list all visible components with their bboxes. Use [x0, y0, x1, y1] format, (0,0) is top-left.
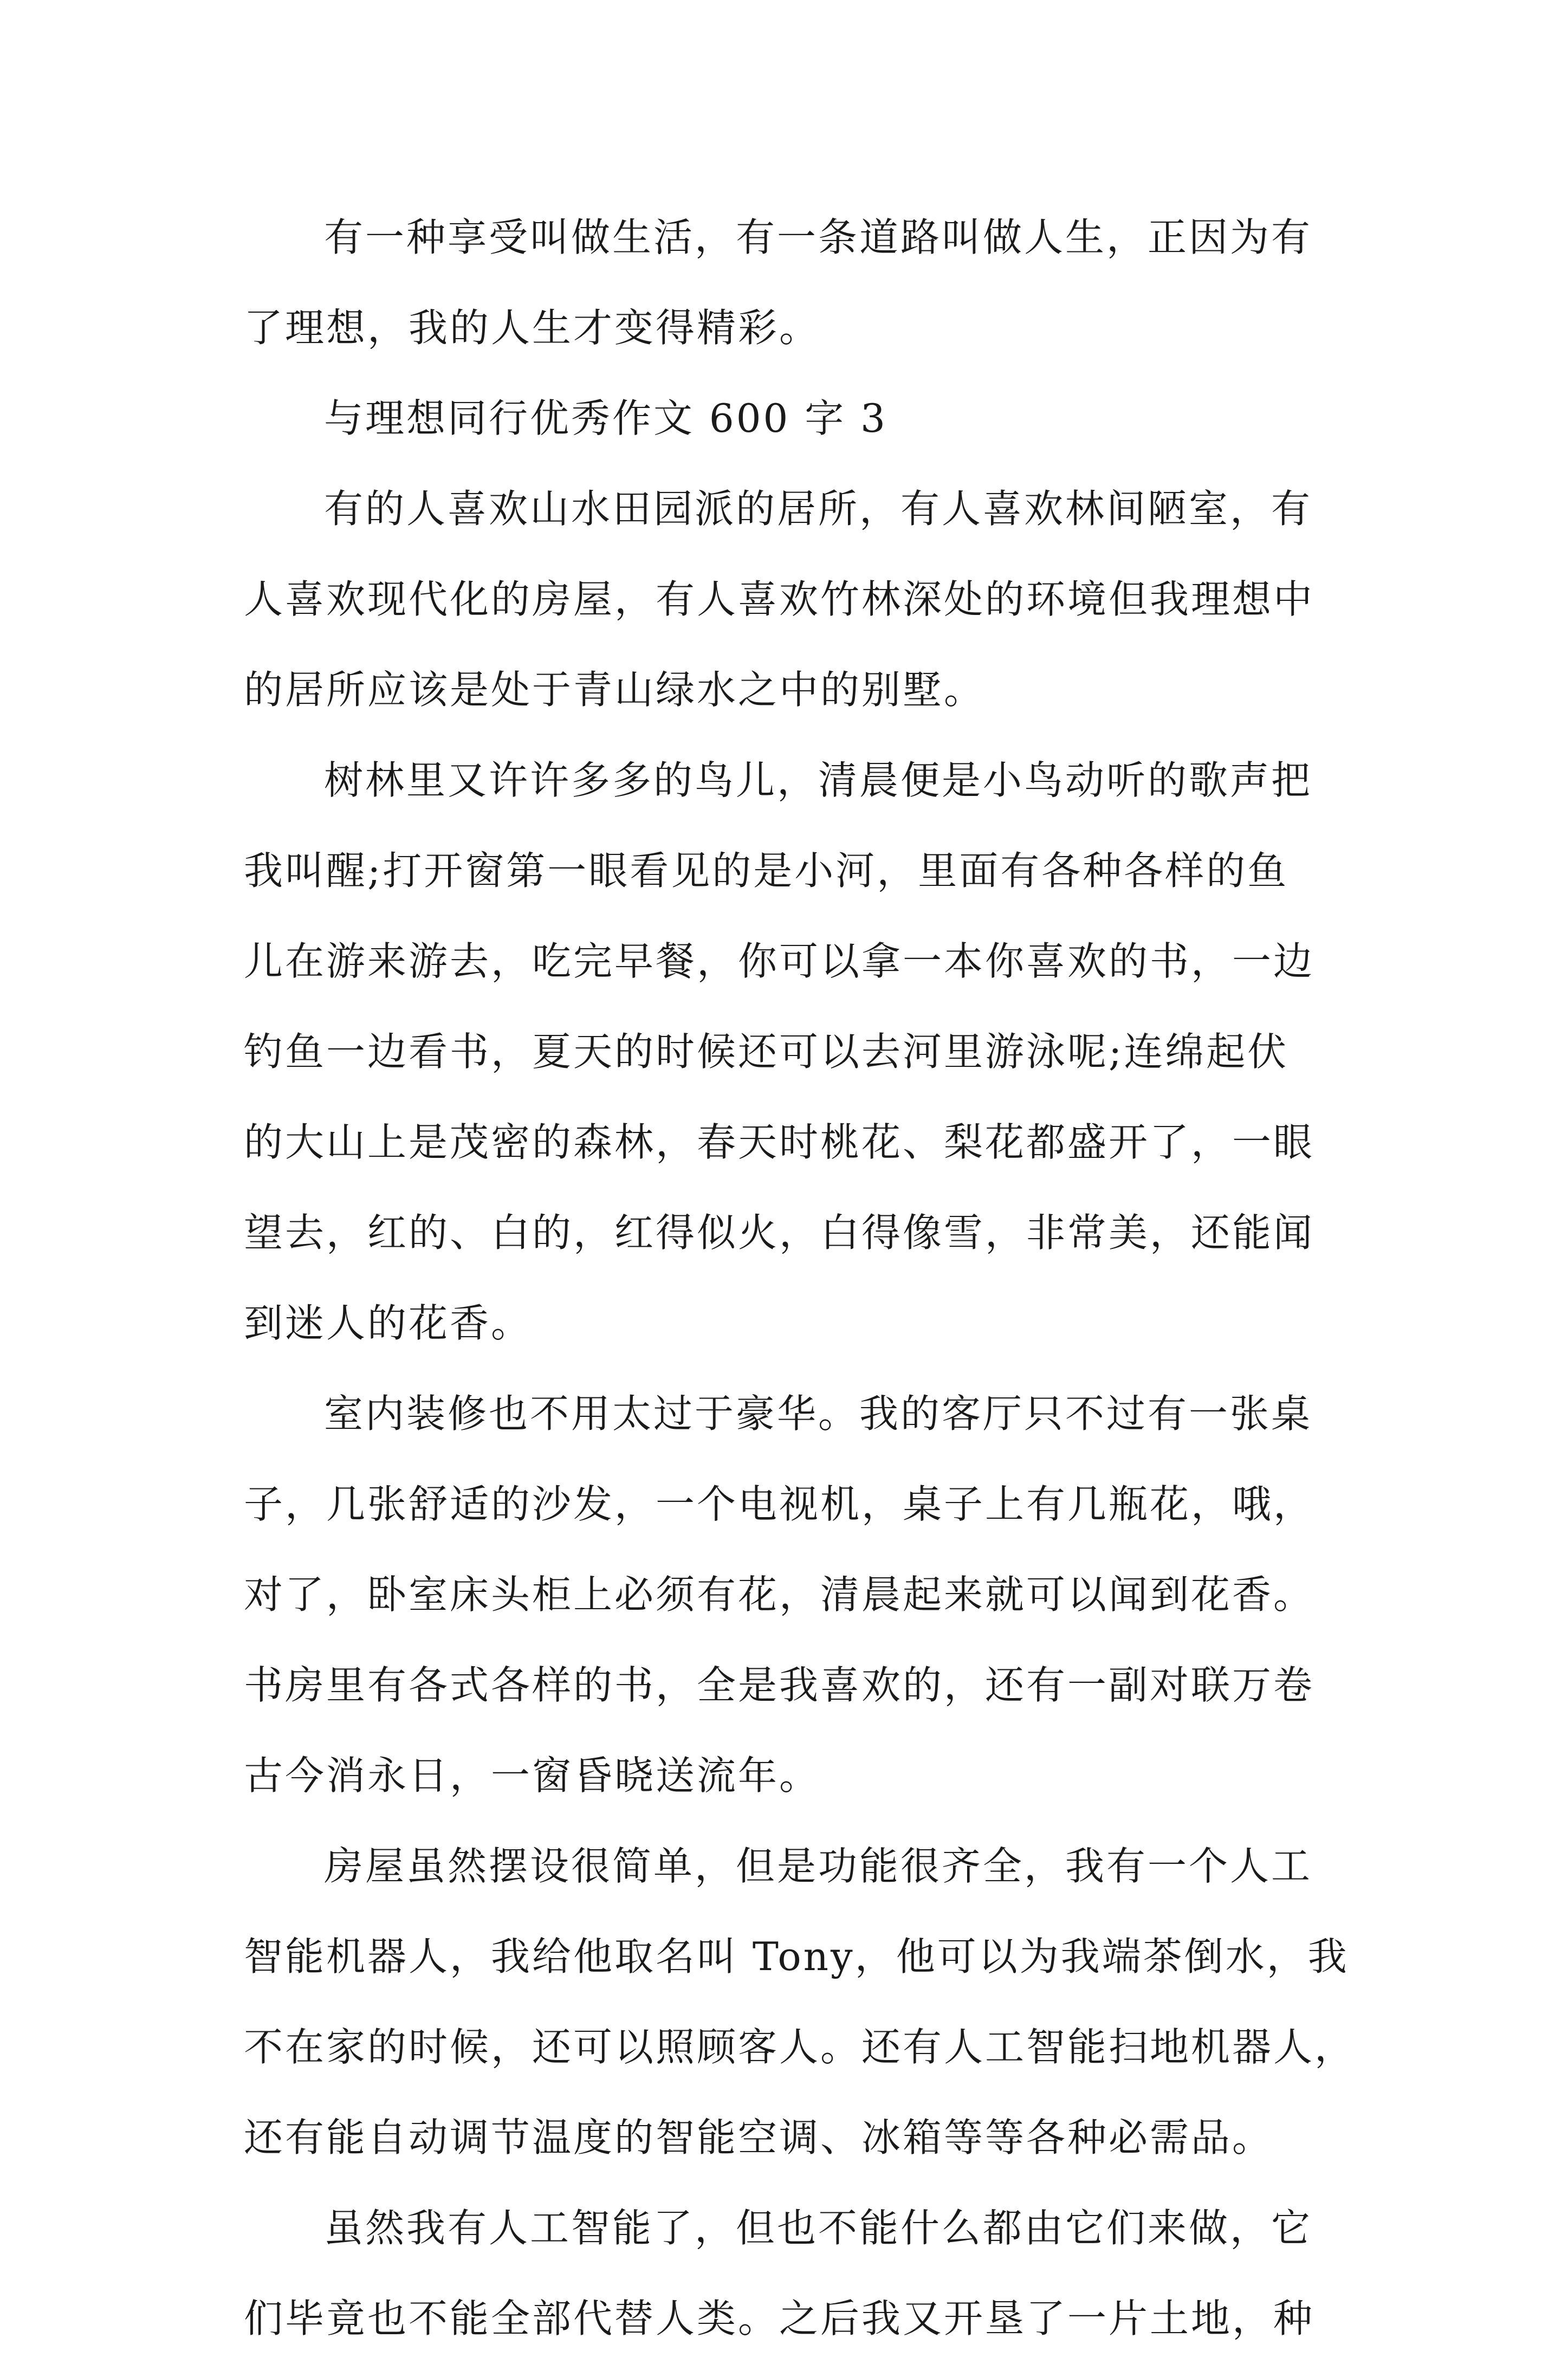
text-line: 子，几张舒适的沙发，一个电视机，桌子上有几瓶花，哦， [244, 1481, 1315, 1527]
text-line: 有的人喜欢山水田园派的居所，有人喜欢林间陋室，有 [324, 486, 1313, 532]
text-line: 书房里有各式各样的书，全是我喜欢的，还有一副对联万卷 [244, 1662, 1315, 1708]
text-line: 房屋虽然摆设很简单，但是功能很齐全，我有一个人工 [324, 1843, 1313, 1889]
text-line: 人喜欢现代化的房屋，有人喜欢竹林深处的环境但我理想中 [244, 577, 1315, 622]
section-heading: 与理想同行优秀作文 600 字 3 [324, 396, 887, 441]
text-line: 了理想，我的人生才变得精彩。 [244, 305, 821, 351]
text-line: 到迷人的花香。 [244, 1300, 533, 1346]
text-line: 树林里又许许多多的鸟儿，清晨便是小鸟动听的歌声把 [324, 757, 1313, 803]
text-line: 们毕竟也不能全部代替人类。之后我又开垦了一片土地，种 [244, 2296, 1315, 2341]
text-line: 的大山上是茂密的森林，春天时桃花、梨花都盛开了，一眼 [244, 1119, 1315, 1165]
text-line: 我叫醒;打开窗第一眼看见的是小河，里面有各种各样的鱼 [244, 848, 1289, 893]
text-line: 智能机器人，我给他取名叫 Tony，他可以为我端茶倒水，我 [244, 1934, 1349, 1979]
text-line: 对了，卧室床头柜上必须有花，清晨起来就可以闻到花香。 [244, 1572, 1315, 1617]
text-line: 儿在游来游去，吃完早餐，你可以拿一本你喜欢的书，一边 [244, 938, 1315, 984]
text-line: 古今消永日，一窗昏晓送流年。 [244, 1753, 821, 1798]
document-body [244, 192, 1355, 2364]
text-line: 还有能自动调节温度的智能空调、冰箱等等各种必需品。 [244, 2115, 1274, 2160]
text-line: 望去，红的、白的，红得似火，白得像雪，非常美，还能闻 [244, 1210, 1315, 1255]
text-line: 虽然我有人工智能了，但也不能什么都由它们来做，它 [324, 2205, 1313, 2251]
text-line: 室内装修也不用太过于豪华。我的客厅只不过有一张桌 [324, 1391, 1313, 1436]
text-line: 不在家的时候，还可以照顾客人。还有人工智能扫地机器人， [244, 2024, 1356, 2070]
text-line: 的居所应该是处于青山绿水之中的别墅。 [244, 667, 986, 713]
text-line: 有一种享受叫做生活，有一条道路叫做人生，正因为有 [324, 215, 1313, 260]
text-line: 钓鱼一边看书，夏天的时候还可以去河里游泳呢;连绵起伏 [244, 1029, 1289, 1074]
